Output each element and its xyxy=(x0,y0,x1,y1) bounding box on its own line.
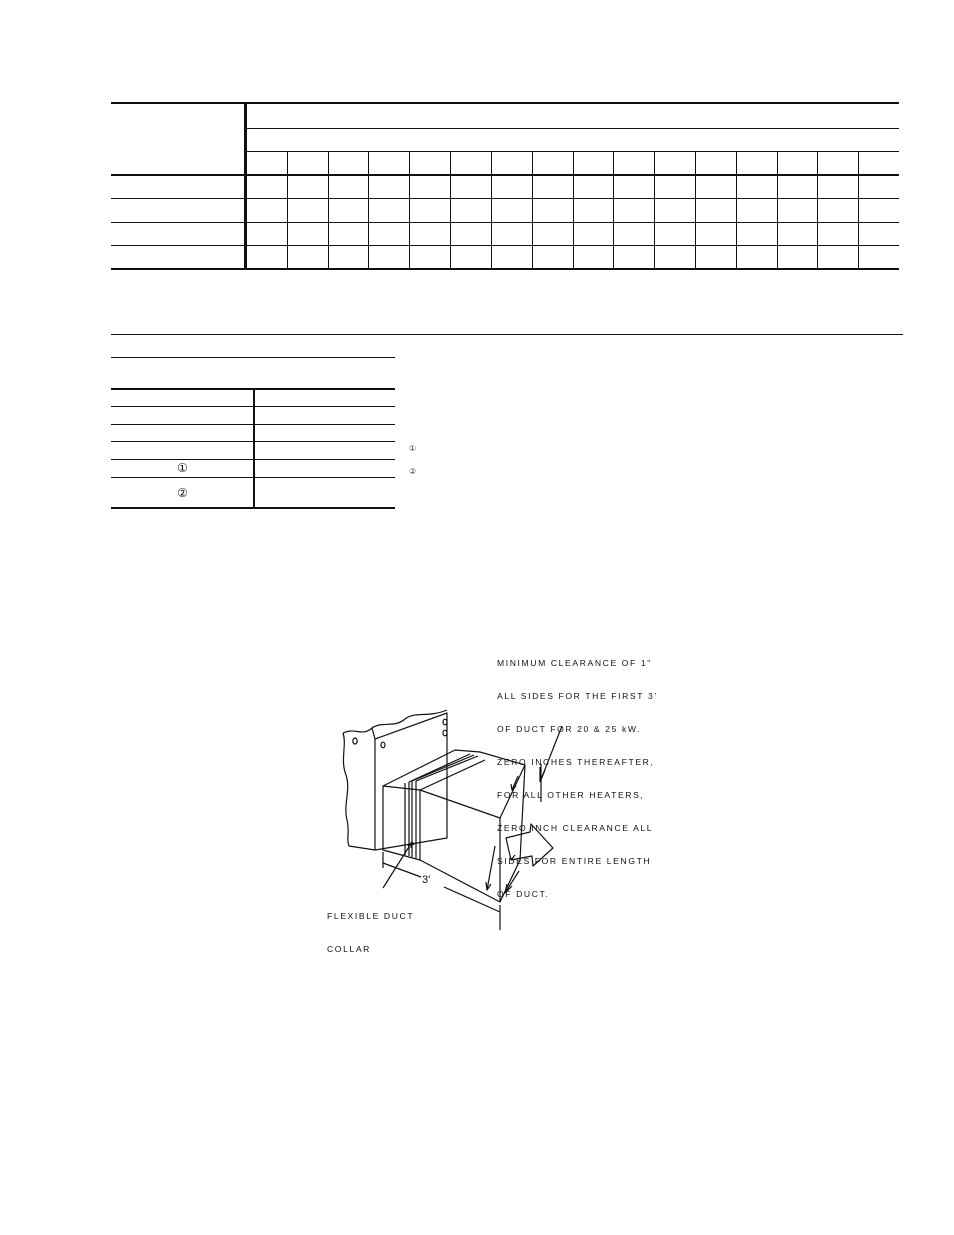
clearance-note-line: ZERO INCHES THEREAFTER, xyxy=(497,757,655,767)
footnote-ref-2: ② xyxy=(409,467,417,476)
footnote-ref-1: ① xyxy=(409,444,417,453)
collar-label-line: FLEXIBLE DUCT xyxy=(327,911,415,921)
screw-icon xyxy=(381,742,385,748)
clearance-note-line: OF DUCT FOR 20 & 25 kW. xyxy=(497,724,642,734)
furnace-cabinet-edge xyxy=(343,733,349,846)
clearance-note-line: SIDES FOR ENTIRE LENGTH xyxy=(497,856,652,866)
footnote-marker-1: ① xyxy=(177,461,188,475)
furnace-cabinet xyxy=(343,710,447,733)
screw-icon xyxy=(443,719,447,725)
screw-icon xyxy=(353,738,357,744)
clearance-note-line: FOR ALL OTHER HEATERS, xyxy=(497,790,645,800)
airflow-arrow-icon xyxy=(506,824,553,866)
clearance-note-line: MINIMUM CLEARANCE OF 1" xyxy=(497,658,652,668)
footnote-marker-2: ② xyxy=(177,486,188,500)
clearance-note-line: ALL SIDES FOR THE FIRST 3' xyxy=(497,691,658,701)
collar-label-line: COLLAR xyxy=(327,944,371,954)
screw-icon xyxy=(443,730,447,736)
flexible-duct-collar xyxy=(383,786,420,860)
clearance-note-line: OF DUCT. xyxy=(497,889,550,899)
clearance-note-line: ZERO INCH CLEARANCE ALL xyxy=(497,823,654,833)
dimension-label: 3' xyxy=(422,874,431,886)
